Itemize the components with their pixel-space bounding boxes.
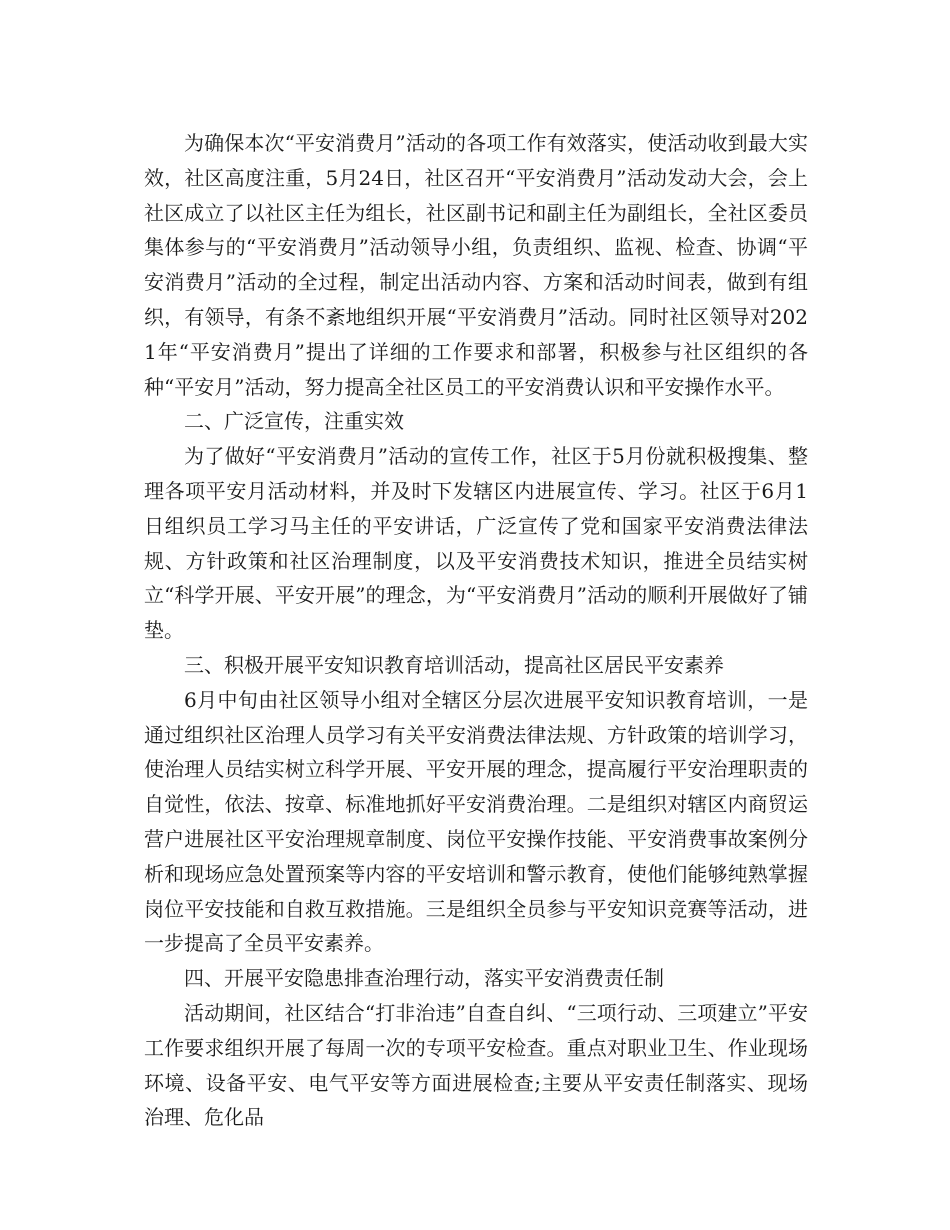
body-paragraph-implementation: 为确保本次“平安消费月”活动的各项工作有效落实，使活动收到最大实效，社区高度注重，5月24日，社区召开“平安消费月”活动发动大会，会上社区成立了以社区主任为组长，社区副书记和副主任为副组长，全社区委员集体参与的“平安消费月”活动领导小组，负责组织、监视、检查、协调“平安消费月”活动的全过程，制定出活动内容、方案和活动时间表，做到有组织，有领导，有条不紊地组织开展“平安消费月”活动。同时社区领导对2021年“平安消费月”提出了详细的工作要求和部署，积极参与社区组织的各种“平安月”活动，努力提高全社区员工的平安消费认识和平安操作水平。 <box>144 131 808 399</box>
body-paragraph-training: 6月中旬由社区领导小组对全辖区分层次进展平安知识教育培训，一是通过组织社区治理人员学习有关平安消费法律法规、方针政策的培训学习，使治理人员结实树立科学开展、平安开展的理念，提高履行平安治理职责的自觉性，依法、按章、标准地抓好平安消费治理。二是组织对辖区内商贸运营户进展社区平安治理规章制度、岗位平安操作技能、平安消费事故案例分析和现场应急处置预案等内容的平安培训和警示教育，使他们能够纯熟掌握岗位平安技能和自救互救措施。三是组织全员参与平安知识竞赛等活动，进一步提高了全员平安素养。 <box>144 687 808 956</box>
document-body <box>144 126 808 1135</box>
body-paragraph-inspection: 活动期间，社区结合“打非治违”自查自纠、“三项行动、三项建立”平安工作要求组织开展了每周一次的专项平安检查。重点对职业卫生、作业现场环境、设备平安、电气平安等方面进展检查;主要从平安责任制落实、现场治理、危化品 <box>144 1000 808 1130</box>
section-heading-inspection: 四、开展平安隐患排查治理行动，落实平安消费责任制 <box>184 966 664 991</box>
section-heading-publicity: 二、广泛宣传，注重实效 <box>184 409 404 434</box>
section-heading-training: 三、积极开展平安知识教育培训活动，提高社区居民平安素养 <box>184 652 724 677</box>
body-paragraph-publicity: 为了做好“平安消费月”活动的宣传工作，社区于5月份就积极搜集、整理各项平安月活动材料，并及时下发辖区内进展宣传、学习。社区于6月1日组织员工学习马主任的平安讲话，广泛宣传了党和国家平安消费法律法规、方针政策和社区治理制度，以及平安消费技术知识，推进全员结实树立“科学开展、平安开展”的理念，为“平安消费月”活动的顺利开展做好了铺垫。 <box>144 444 808 643</box>
